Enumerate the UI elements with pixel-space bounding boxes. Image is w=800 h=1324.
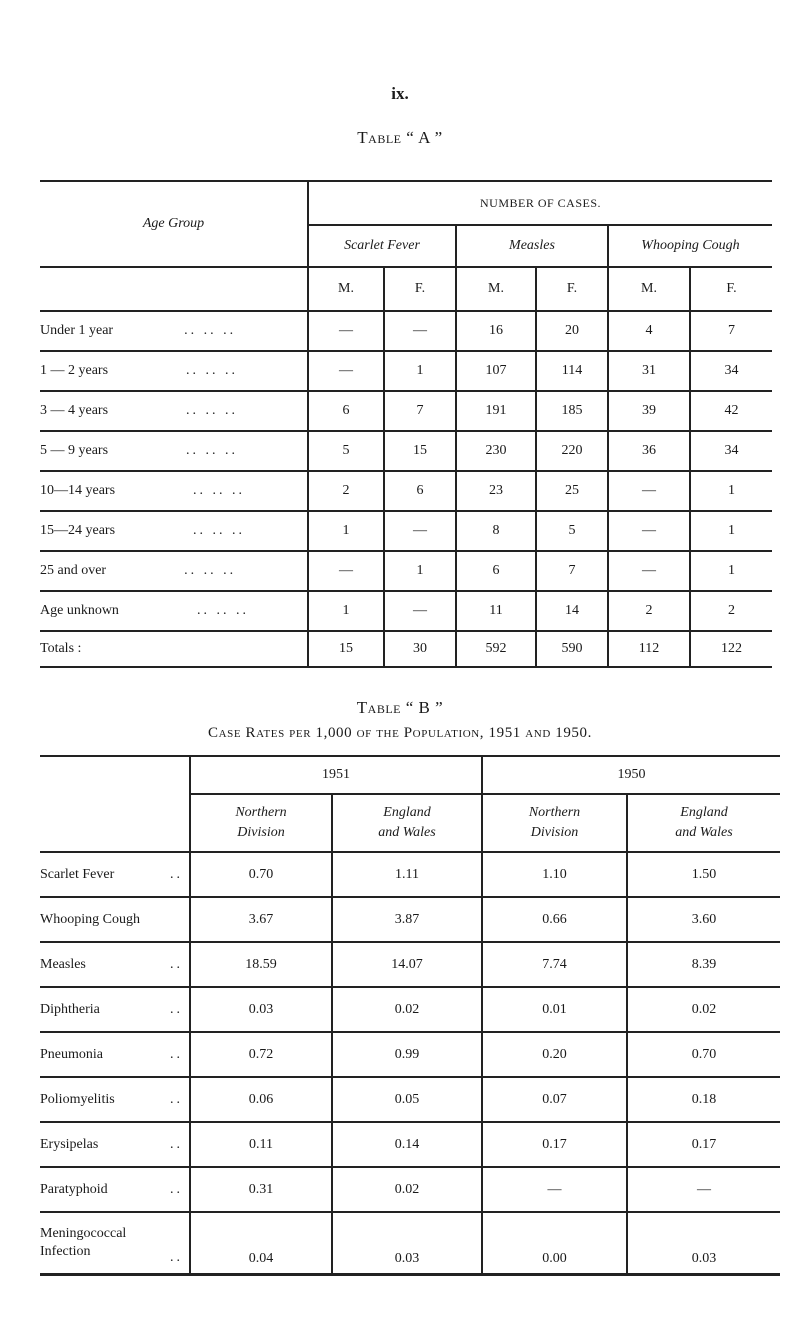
row-label <box>40 431 308 471</box>
table-cell: 34 <box>690 431 772 471</box>
leader-dots: .. .. .. <box>193 483 246 498</box>
column-header <box>332 794 482 852</box>
table-row <box>40 1212 780 1274</box>
row-label <box>40 511 308 551</box>
sex-header: F. <box>384 267 456 311</box>
table-cell: 220 <box>536 431 608 471</box>
table-cell: 0.03 <box>627 1212 780 1274</box>
leader-dots: .. <box>170 1002 183 1017</box>
leader-dots: .. <box>170 1182 183 1197</box>
table-a-title: Table “ A ” <box>357 128 443 147</box>
leader-dots: .. <box>170 1047 183 1062</box>
row-label <box>40 591 308 631</box>
table-cell: 3.87 <box>332 897 482 942</box>
table-cell: 2 <box>608 591 690 631</box>
table-a <box>40 180 772 668</box>
table-cell: — <box>384 511 456 551</box>
table-cell: — <box>608 511 690 551</box>
row-label <box>40 1167 190 1212</box>
table-cell: 1 <box>690 511 772 551</box>
table-cell: 592 <box>456 631 536 667</box>
table-row <box>40 942 780 987</box>
table-cell: 4 <box>608 311 690 351</box>
sex-header: M. <box>608 267 690 311</box>
table-cell: 122 <box>690 631 772 667</box>
table-row <box>40 1032 780 1077</box>
year-header: 1950 <box>482 756 780 794</box>
table-cell: 230 <box>456 431 536 471</box>
table-cell: 114 <box>536 351 608 391</box>
row-label-text: Scarlet Fever <box>40 866 115 882</box>
table-row <box>40 591 772 631</box>
age-group-header: Age Group <box>40 181 308 267</box>
row-label-text: 5 — 9 years <box>40 443 109 458</box>
row-label-text: Meningococcal <box>40 1225 127 1241</box>
table-cell: 0.02 <box>332 1167 482 1212</box>
column-header-line2: Division <box>237 825 285 840</box>
table-cell: 7.74 <box>482 942 627 987</box>
leader-dots: .. .. .. <box>196 603 249 618</box>
row-label-text: Poliomyelitis <box>40 1091 115 1107</box>
row-label <box>40 631 308 667</box>
leader-dots: .. .. .. <box>184 323 237 338</box>
table-cell: 590 <box>536 631 608 667</box>
leader-dots: .. .. .. <box>186 443 239 458</box>
table-cell: 0.20 <box>482 1032 627 1077</box>
row-label <box>40 1032 190 1077</box>
leader-dots: .. <box>170 957 183 972</box>
sex-header: M. <box>456 267 536 311</box>
table-cell: 31 <box>608 351 690 391</box>
table-cell: 18.59 <box>190 942 332 987</box>
leader-dots: .. <box>170 1249 183 1265</box>
table-cell: 1 <box>384 551 456 591</box>
row-label <box>40 311 308 351</box>
number-of-cases-header: NUMBER OF CASES. <box>308 181 772 225</box>
disease-header: Measles <box>456 225 608 267</box>
table-row <box>40 1167 780 1212</box>
table-cell: 0.66 <box>482 897 627 942</box>
row-label-text: Paratyphoid <box>40 1181 108 1197</box>
table-cell: — <box>308 311 384 351</box>
table-cell: 1 <box>308 591 384 631</box>
table-cell: 185 <box>536 391 608 431</box>
table-cell: 0.04 <box>190 1212 332 1274</box>
table-cell: 5 <box>536 511 608 551</box>
table-row <box>40 852 780 897</box>
row-label <box>40 471 308 511</box>
table-cell: 14.07 <box>332 942 482 987</box>
row-label <box>40 1212 190 1274</box>
table-cell: 107 <box>456 351 536 391</box>
table-cell: 6 <box>308 391 384 431</box>
table-cell: — <box>384 311 456 351</box>
row-label-text: Age unknown <box>40 603 119 618</box>
sex-header: M. <box>308 267 384 311</box>
table-cell: 8.39 <box>627 942 780 987</box>
column-header-line2: Division <box>530 825 579 840</box>
table-cell: 11 <box>456 591 536 631</box>
table-cell: 0.72 <box>190 1032 332 1077</box>
table-row <box>40 1122 780 1167</box>
table-cell: 0.31 <box>190 1167 332 1212</box>
table-cell: 30 <box>384 631 456 667</box>
table-cell: 0.05 <box>332 1077 482 1122</box>
page-number: ix. <box>391 84 409 103</box>
table-cell: 1.50 <box>627 852 780 897</box>
table-cell: 7 <box>690 311 772 351</box>
leader-dots: .. <box>170 867 183 882</box>
leader-dots: .. .. .. <box>193 523 246 538</box>
column-header <box>627 794 780 852</box>
table-row <box>40 631 772 667</box>
table-cell: 0.00 <box>482 1212 627 1274</box>
table-cell: 23 <box>456 471 536 511</box>
row-label <box>40 852 190 897</box>
column-header-line1: Northern <box>235 805 287 820</box>
row-label-text: 1 — 2 years <box>40 363 109 378</box>
table-cell: 14 <box>536 591 608 631</box>
table-cell: 20 <box>536 311 608 351</box>
table-b-title: Table “ B ” <box>356 698 444 717</box>
row-label-text: 10—14 years <box>40 483 116 498</box>
table-row <box>40 987 780 1032</box>
table-row <box>40 431 772 471</box>
row-label <box>40 942 190 987</box>
table-cell: 16 <box>456 311 536 351</box>
table-row <box>40 391 772 431</box>
table-cell: 0.02 <box>627 987 780 1032</box>
table-cell: 6 <box>384 471 456 511</box>
row-label-text: 25 and over <box>40 563 107 578</box>
row-label-text: Measles <box>40 956 86 972</box>
row-label-text: Whooping Cough <box>40 911 140 927</box>
row-label-text: Pneumonia <box>40 1046 103 1062</box>
table-cell: 2 <box>690 591 772 631</box>
row-label-text: 3 — 4 years <box>40 403 109 418</box>
table-cell: 1 <box>384 351 456 391</box>
table-cell: 6 <box>456 551 536 591</box>
column-header <box>482 794 627 852</box>
table-cell: 36 <box>608 431 690 471</box>
row-label <box>40 987 190 1032</box>
table-cell: 15 <box>384 431 456 471</box>
row-label <box>40 351 308 391</box>
column-header-line1: England <box>680 805 728 820</box>
empty-cell <box>40 267 308 311</box>
table-cell: 39 <box>608 391 690 431</box>
table-cell: 191 <box>456 391 536 431</box>
table-row <box>40 551 772 591</box>
table-cell: 0.14 <box>332 1122 482 1167</box>
table-cell: 34 <box>690 351 772 391</box>
table-b-subtitle: Case Rates per 1,000 of the Population, 1951 and 1950. <box>208 725 592 741</box>
table-cell: 0.18 <box>627 1077 780 1122</box>
table-cell: 1.10 <box>482 852 627 897</box>
table-cell: 1 <box>690 551 772 591</box>
table-cell: 42 <box>690 391 772 431</box>
table-cell: 0.03 <box>332 1212 482 1274</box>
table-cell: 0.02 <box>332 987 482 1032</box>
empty-cell <box>40 756 190 852</box>
table-cell: — <box>308 551 384 591</box>
table-cell: 0.17 <box>482 1122 627 1167</box>
table-cell: — <box>308 351 384 391</box>
row-label-text: Totals : <box>40 641 82 656</box>
sex-header: F. <box>536 267 608 311</box>
leader-dots: .. .. .. <box>186 403 239 418</box>
column-header-line1: Northern <box>528 805 581 820</box>
table-cell: 7 <box>536 551 608 591</box>
row-label <box>40 1122 190 1167</box>
row-label-text: Under 1 year <box>40 323 114 338</box>
table-cell: 8 <box>456 511 536 551</box>
table-cell: — <box>627 1167 780 1212</box>
table-cell: 3.60 <box>627 897 780 942</box>
table-cell: 0.07 <box>482 1077 627 1122</box>
table-cell: 15 <box>308 631 384 667</box>
row-label <box>40 897 190 942</box>
year-header: 1951 <box>190 756 482 794</box>
table-cell: 0.70 <box>190 852 332 897</box>
row-label <box>40 551 308 591</box>
table-cell: 0.70 <box>627 1032 780 1077</box>
table-cell: — <box>482 1167 627 1212</box>
table-cell: 0.11 <box>190 1122 332 1167</box>
table-cell: 2 <box>308 471 384 511</box>
row-label-text: Erysipelas <box>40 1136 99 1152</box>
table-cell: 1 <box>690 471 772 511</box>
table-cell: 0.99 <box>332 1032 482 1077</box>
table-cell: 5 <box>308 431 384 471</box>
table-cell: 7 <box>384 391 456 431</box>
table-cell: 1 <box>308 511 384 551</box>
column-header-line1: England <box>383 805 431 820</box>
row-label <box>40 391 308 431</box>
column-header <box>190 794 332 852</box>
row-label <box>40 1077 190 1122</box>
column-header-line2: and Wales <box>378 825 436 840</box>
table-row <box>40 351 772 391</box>
table-cell: 0.03 <box>190 987 332 1032</box>
sex-header: F. <box>690 267 772 311</box>
leader-dots: .. <box>170 1092 183 1107</box>
column-header-line2: and Wales <box>675 825 733 840</box>
row-label-text-line2: Infection <box>40 1243 91 1259</box>
leader-dots: .. <box>170 1137 183 1152</box>
table-row <box>40 1077 780 1122</box>
row-label-text: Diphtheria <box>40 1001 100 1017</box>
table-row <box>40 471 772 511</box>
table-row <box>40 511 772 551</box>
table-cell: 0.17 <box>627 1122 780 1167</box>
table-cell: 0.01 <box>482 987 627 1032</box>
row-label-text: 15—24 years <box>40 523 116 538</box>
table-cell: 0.06 <box>190 1077 332 1122</box>
table-cell: — <box>608 471 690 511</box>
table-cell: — <box>384 591 456 631</box>
table-cell: 3.67 <box>190 897 332 942</box>
table-row <box>40 897 780 942</box>
disease-header: Whooping Cough <box>608 225 772 267</box>
table-cell: — <box>608 551 690 591</box>
table-b <box>40 755 780 1276</box>
table-cell: 112 <box>608 631 690 667</box>
disease-header: Scarlet Fever <box>308 225 456 267</box>
table-cell: 25 <box>536 471 608 511</box>
table-row <box>40 311 772 351</box>
leader-dots: .. .. .. <box>184 563 237 578</box>
table-cell: 1.11 <box>332 852 482 897</box>
leader-dots: .. .. .. <box>186 363 239 378</box>
